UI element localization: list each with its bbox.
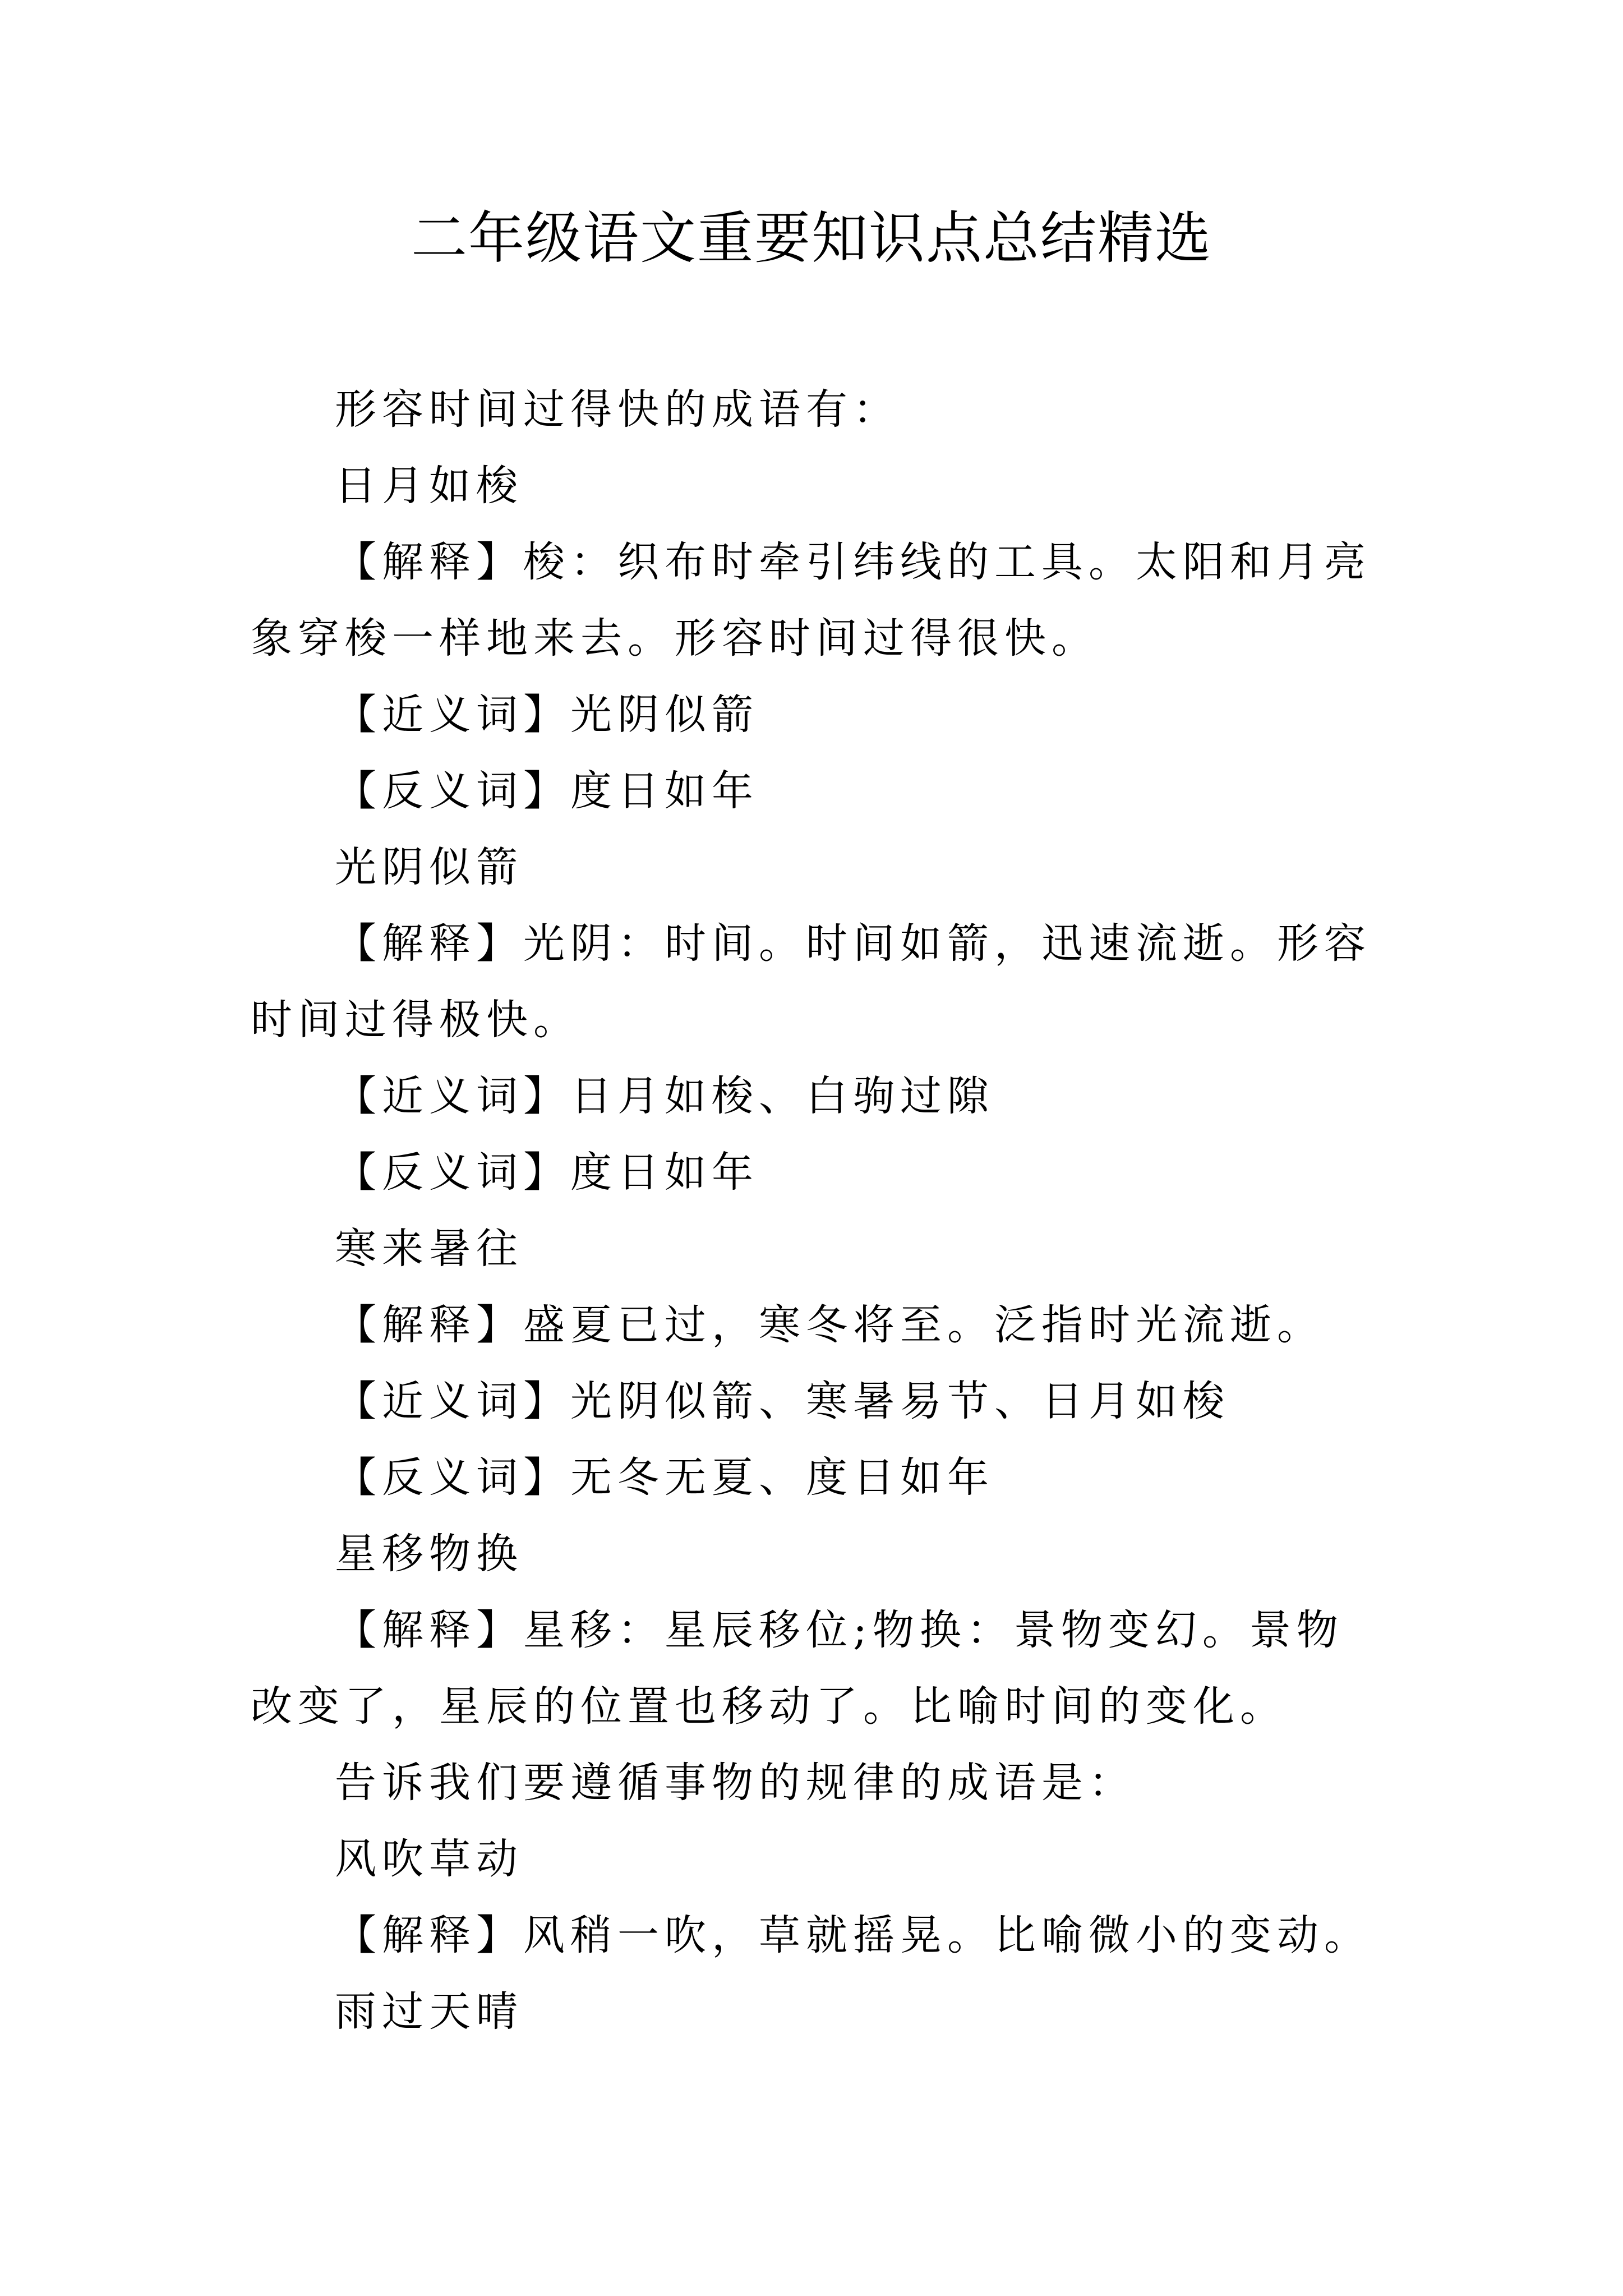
paragraph: 【反义词】无冬无夏、度日如年 bbox=[335, 1453, 994, 1502]
paragraph: 【反义词】度日如年 bbox=[335, 767, 759, 815]
paragraph: 形容时间过得快的成语有： bbox=[335, 385, 900, 434]
paragraph: 【解释】风稍一吹，草就摇晃。比喻微小的变动。 bbox=[335, 1911, 1371, 1959]
paragraph: 寒来暑往 bbox=[335, 1225, 523, 1273]
paragraph: 【近义词】日月如梭、白驹过隙 bbox=[335, 1072, 994, 1120]
paragraph: 【反义词】度日如年 bbox=[335, 1148, 759, 1197]
paragraph: 风吹草动 bbox=[335, 1835, 523, 1883]
paragraph: 光阴似箭 bbox=[335, 843, 523, 891]
paragraph: 【解释】梭：织布时牵引纬线的工具。太阳和月亮象穿梭一样地来去。形容时间过得很快。 bbox=[251, 538, 1371, 662]
document-body bbox=[251, 371, 1384, 2050]
paragraph: 【解释】光阴：时间。时间如箭，迅速流逝。形容时间过得极快。 bbox=[251, 919, 1371, 1044]
paragraph: 【近义词】光阴似箭、寒暑易节、日月如梭 bbox=[335, 1377, 1230, 1425]
paragraph: 告诉我们要遵循事物的规律的成语是： bbox=[335, 1759, 1136, 1807]
paragraph: 星移物换 bbox=[335, 1530, 523, 1578]
paragraph: 【解释】星移：星辰移位;物换：景物变幻。景物改变了，星辰的位置也移动了。比喻时间的变化。 bbox=[251, 1606, 1344, 1731]
paragraph: 雨过天晴 bbox=[335, 1987, 523, 2036]
paragraph: 【解释】盛夏已过，寒冬将至。泛指时光流逝。 bbox=[335, 1301, 1324, 1349]
paragraph: 日月如梭 bbox=[335, 462, 523, 510]
paragraph: 【近义词】光阴似箭 bbox=[335, 691, 759, 739]
page-title: 二年级语文重要知识点总结精选 bbox=[411, 205, 1212, 271]
